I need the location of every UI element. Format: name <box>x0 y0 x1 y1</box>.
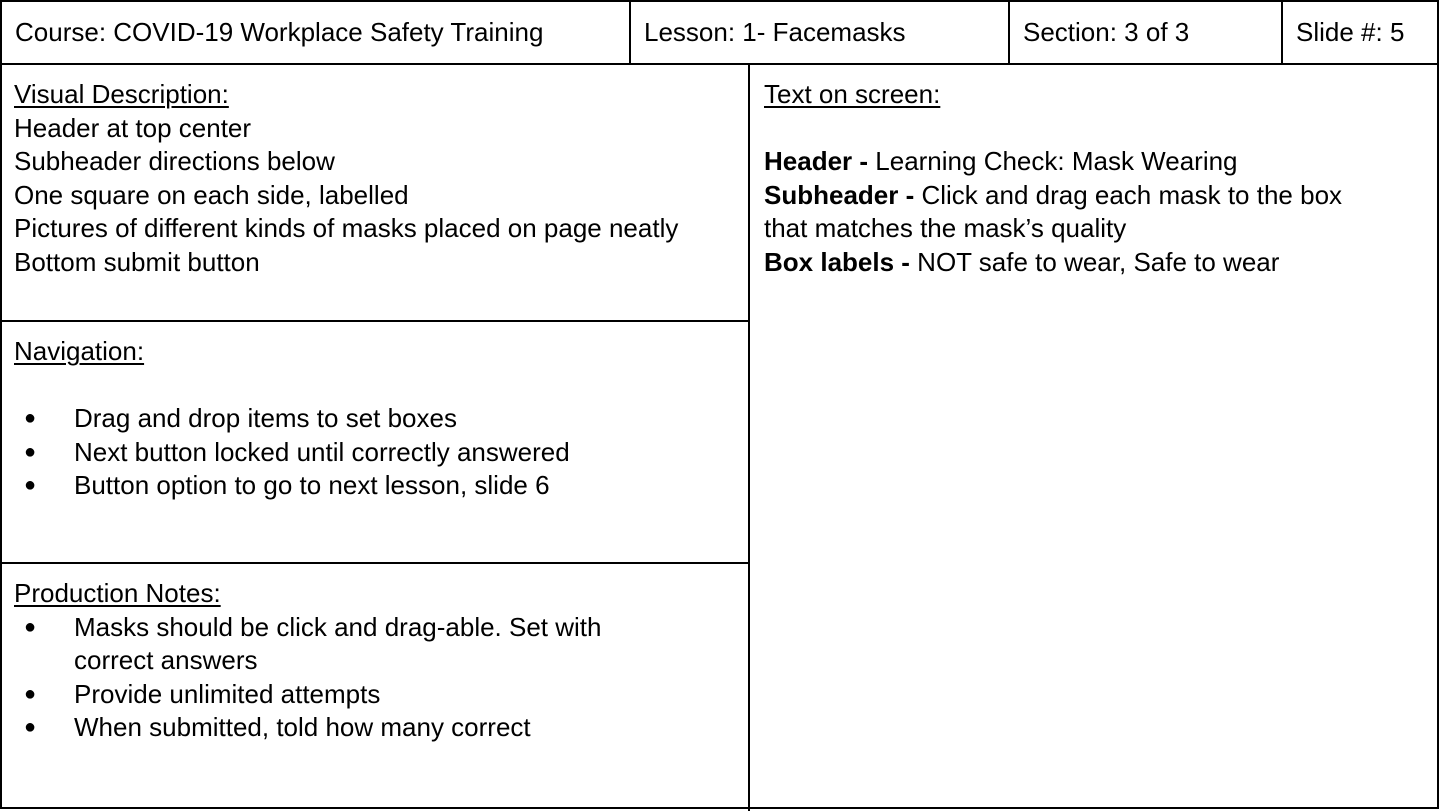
navigation-title: Navigation: <box>14 336 145 366</box>
visual-description-cell <box>2 65 748 320</box>
bullet-icon: ● <box>24 716 37 739</box>
production-note-item <box>2 678 748 712</box>
box-labels-line <box>764 246 1439 280</box>
navigation-item <box>2 436 748 470</box>
box-labels-label: Box labels - <box>764 246 910 277</box>
production-notes-title: Production Notes: <box>14 578 221 608</box>
visual-description-line: Header at top center <box>14 112 252 143</box>
visual-description-line: Bottom submit button <box>14 246 260 277</box>
text-on-screen-title: Text on screen: <box>764 79 941 109</box>
header-text-label: Header - <box>764 146 869 177</box>
visual-description-title: Visual Description: <box>14 79 229 109</box>
slide-label: Slide #: 5 <box>1296 17 1405 47</box>
subheader-text-label: Subheader - <box>764 179 915 210</box>
header-text-value: Learning Check: Mask Wearing <box>868 146 1238 177</box>
visual-description-line: Pictures of different kinds of masks placed on page neatly <box>14 213 679 244</box>
text-on-screen-cell <box>750 65 1439 809</box>
slide-cell <box>1283 2 1439 65</box>
production-notes-cell <box>2 564 748 809</box>
navigation-item-text: Drag and drop items to set boxes <box>74 403 457 434</box>
subheader-text-continuation: that matches the mask’s quality <box>764 213 1127 244</box>
production-notes-list <box>14 611 748 745</box>
section-label: Section: 3 of 3 <box>1023 17 1190 47</box>
header-text-line <box>764 145 1439 179</box>
lesson-cell <box>631 2 1008 65</box>
production-note-item <box>2 711 748 745</box>
production-note-text: Masks should be click and drag-able. Set with <box>74 611 602 642</box>
navigation-item <box>2 402 748 436</box>
bullet-icon: ● <box>24 440 37 463</box>
subheader-text-value: Click and drag each mask to the box <box>914 179 1343 210</box>
navigation-item <box>2 469 748 503</box>
subheader-text-line <box>764 179 1439 213</box>
visual-description-line: One square on each side, labelled <box>14 179 409 210</box>
section-cell <box>1010 2 1281 65</box>
bullet-icon: ● <box>24 407 37 430</box>
navigation-item-text: Button option to go to next lesson, slide 6 <box>74 470 550 501</box>
navigation-cell <box>2 322 748 562</box>
course-label: Course: COVID-19 Workplace Safety Training <box>15 17 544 47</box>
course-cell <box>2 2 629 65</box>
bullet-icon: ● <box>24 474 37 497</box>
visual-description-line: Subheader directions below <box>14 146 335 177</box>
production-note-text: When submitted, told how many correct <box>74 712 531 743</box>
bullet-icon: ● <box>24 615 37 638</box>
navigation-list <box>14 402 748 503</box>
box-labels-value: NOT safe to wear, Safe to wear <box>909 246 1280 277</box>
production-note-item <box>2 611 748 678</box>
production-note-text: Provide unlimited attempts <box>74 678 381 709</box>
production-note-text: correct answers <box>74 645 258 676</box>
navigation-item-text: Next button locked until correctly answered <box>74 436 570 467</box>
bullet-icon: ● <box>24 682 37 705</box>
lesson-label: Lesson: 1- Facemasks <box>644 17 906 47</box>
